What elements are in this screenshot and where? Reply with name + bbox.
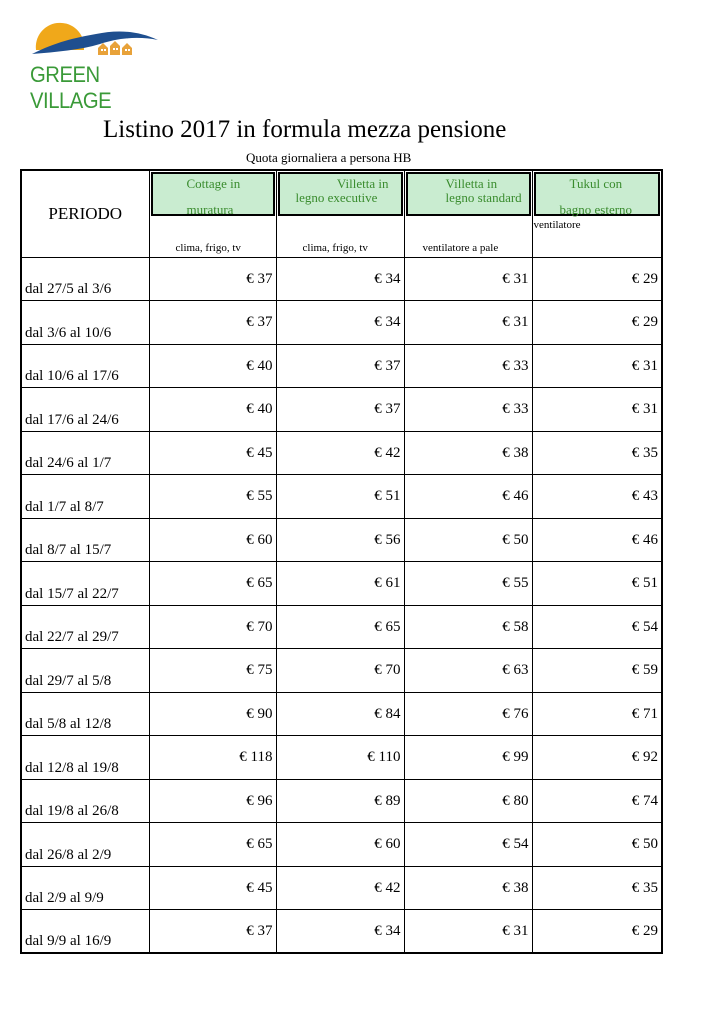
period-cell: dal 5/8 al 12/8 bbox=[21, 692, 149, 736]
column-header-villetta-executive bbox=[276, 170, 404, 257]
table-header-row bbox=[21, 170, 662, 257]
price-cell: € 59 bbox=[532, 649, 662, 693]
table-row bbox=[21, 344, 662, 388]
table-row bbox=[21, 605, 662, 649]
price-cell: € 31 bbox=[532, 388, 662, 432]
price-cell: € 51 bbox=[532, 562, 662, 606]
price-cell: € 61 bbox=[276, 562, 404, 606]
period-cell: dal 9/9 al 16/9 bbox=[21, 910, 149, 954]
table-row bbox=[21, 257, 662, 301]
price-cell: € 70 bbox=[276, 649, 404, 693]
price-cell: € 54 bbox=[532, 605, 662, 649]
period-cell: dal 29/7 al 5/8 bbox=[21, 649, 149, 693]
price-cell: € 29 bbox=[532, 301, 662, 345]
price-cell: € 70 bbox=[149, 605, 276, 649]
price-cell: € 37 bbox=[149, 301, 276, 345]
table-row bbox=[21, 301, 662, 345]
table-row bbox=[21, 692, 662, 736]
price-cell: € 54 bbox=[404, 823, 532, 867]
price-cell: € 110 bbox=[276, 736, 404, 780]
table-row bbox=[21, 779, 662, 823]
page-subtitle: Quota giornaliera a persona HB bbox=[246, 150, 412, 165]
price-cell: € 118 bbox=[149, 736, 276, 780]
price-cell: € 35 bbox=[532, 431, 662, 475]
period-cell: dal 17/6 al 24/6 bbox=[21, 388, 149, 432]
price-cell: € 40 bbox=[149, 344, 276, 388]
column-header-box: Tukul con bagno esterno bbox=[534, 172, 661, 216]
price-cell: € 29 bbox=[532, 257, 662, 301]
price-cell: € 31 bbox=[404, 257, 532, 301]
price-cell: € 43 bbox=[532, 475, 662, 519]
period-cell: dal 2/9 al 9/9 bbox=[21, 866, 149, 910]
price-cell: € 34 bbox=[276, 301, 404, 345]
price-cell: € 65 bbox=[149, 562, 276, 606]
table-row bbox=[21, 823, 662, 867]
table-row bbox=[21, 866, 662, 910]
price-cell: € 37 bbox=[276, 344, 404, 388]
logo-text: GREEN VILLAGE bbox=[30, 62, 112, 113]
price-cell: € 45 bbox=[149, 866, 276, 910]
price-cell: € 58 bbox=[404, 605, 532, 649]
price-cell: € 50 bbox=[532, 823, 662, 867]
period-cell: dal 19/8 al 26/8 bbox=[21, 779, 149, 823]
column-note: ventilatore bbox=[533, 219, 581, 231]
price-cell: € 40 bbox=[149, 388, 276, 432]
column-note: clima, frigo, tv bbox=[302, 241, 368, 254]
price-cell: € 55 bbox=[404, 562, 532, 606]
price-cell: € 46 bbox=[532, 518, 662, 562]
price-cell: € 74 bbox=[532, 779, 662, 823]
price-cell: € 71 bbox=[532, 692, 662, 736]
price-cell: € 51 bbox=[276, 475, 404, 519]
green-village-logo bbox=[26, 18, 166, 113]
period-cell: dal 3/6 al 10/6 bbox=[21, 301, 149, 345]
price-cell: € 60 bbox=[276, 823, 404, 867]
price-cell: € 34 bbox=[276, 257, 404, 301]
column-header-box: Cottage in muratura bbox=[151, 172, 275, 216]
price-cell: € 31 bbox=[404, 910, 532, 954]
price-cell: € 55 bbox=[149, 475, 276, 519]
column-header-villetta-standard bbox=[404, 170, 532, 257]
price-table bbox=[20, 169, 663, 954]
period-cell: dal 15/7 al 22/7 bbox=[21, 562, 149, 606]
price-cell: € 34 bbox=[276, 910, 404, 954]
price-cell: € 75 bbox=[149, 649, 276, 693]
price-cell: € 31 bbox=[404, 301, 532, 345]
price-cell: € 38 bbox=[404, 431, 532, 475]
period-cell: dal 1/7 al 8/7 bbox=[21, 475, 149, 519]
price-cell: € 99 bbox=[404, 736, 532, 780]
column-header-tukul bbox=[532, 170, 662, 257]
price-cell: € 89 bbox=[276, 779, 404, 823]
price-cell: € 56 bbox=[276, 518, 404, 562]
table-row bbox=[21, 518, 662, 562]
price-cell: € 42 bbox=[276, 866, 404, 910]
price-cell: € 90 bbox=[149, 692, 276, 736]
price-cell: € 84 bbox=[276, 692, 404, 736]
period-cell: dal 10/6 al 17/6 bbox=[21, 344, 149, 388]
price-cell: € 45 bbox=[149, 431, 276, 475]
column-header-cottage bbox=[149, 170, 276, 257]
column-header-box: Villetta in legno executive bbox=[278, 172, 403, 216]
price-cell: € 35 bbox=[532, 866, 662, 910]
price-cell: € 60 bbox=[149, 518, 276, 562]
price-cell: € 80 bbox=[404, 779, 532, 823]
table-row bbox=[21, 388, 662, 432]
table-row bbox=[21, 649, 662, 693]
price-cell: € 96 bbox=[149, 779, 276, 823]
page-title: Listino 2017 in formula mezza pensione bbox=[103, 116, 507, 143]
price-cell: € 50 bbox=[404, 518, 532, 562]
column-header-box: Villetta in legno standard bbox=[406, 172, 531, 216]
table-row bbox=[21, 562, 662, 606]
price-cell: € 37 bbox=[276, 388, 404, 432]
column-note: ventilatore a pale bbox=[422, 241, 499, 254]
period-cell: dal 24/6 al 1/7 bbox=[21, 431, 149, 475]
price-cell: € 92 bbox=[532, 736, 662, 780]
price-cell: € 37 bbox=[149, 257, 276, 301]
table-row bbox=[21, 431, 662, 475]
price-cell: € 31 bbox=[532, 344, 662, 388]
table-row bbox=[21, 736, 662, 780]
period-cell: dal 27/5 al 3/6 bbox=[21, 257, 149, 301]
period-cell: dal 22/7 al 29/7 bbox=[21, 605, 149, 649]
price-cell: € 37 bbox=[149, 910, 276, 954]
price-cell: € 46 bbox=[404, 475, 532, 519]
period-cell: dal 12/8 al 19/8 bbox=[21, 736, 149, 780]
sun-wave-houses-icon bbox=[26, 18, 166, 64]
period-cell: dal 8/7 al 15/7 bbox=[21, 518, 149, 562]
price-cell: € 42 bbox=[276, 431, 404, 475]
price-cell: € 65 bbox=[276, 605, 404, 649]
period-header: PERIODO bbox=[21, 170, 149, 257]
price-cell: € 33 bbox=[404, 344, 532, 388]
price-cell: € 38 bbox=[404, 866, 532, 910]
period-cell: dal 26/8 al 2/9 bbox=[21, 823, 149, 867]
column-note: clima, frigo, tv bbox=[175, 241, 241, 254]
table-row bbox=[21, 475, 662, 519]
table-row bbox=[21, 910, 662, 954]
price-cell: € 33 bbox=[404, 388, 532, 432]
price-cell: € 29 bbox=[532, 910, 662, 954]
price-cell: € 76 bbox=[404, 692, 532, 736]
price-cell: € 65 bbox=[149, 823, 276, 867]
price-cell: € 63 bbox=[404, 649, 532, 693]
